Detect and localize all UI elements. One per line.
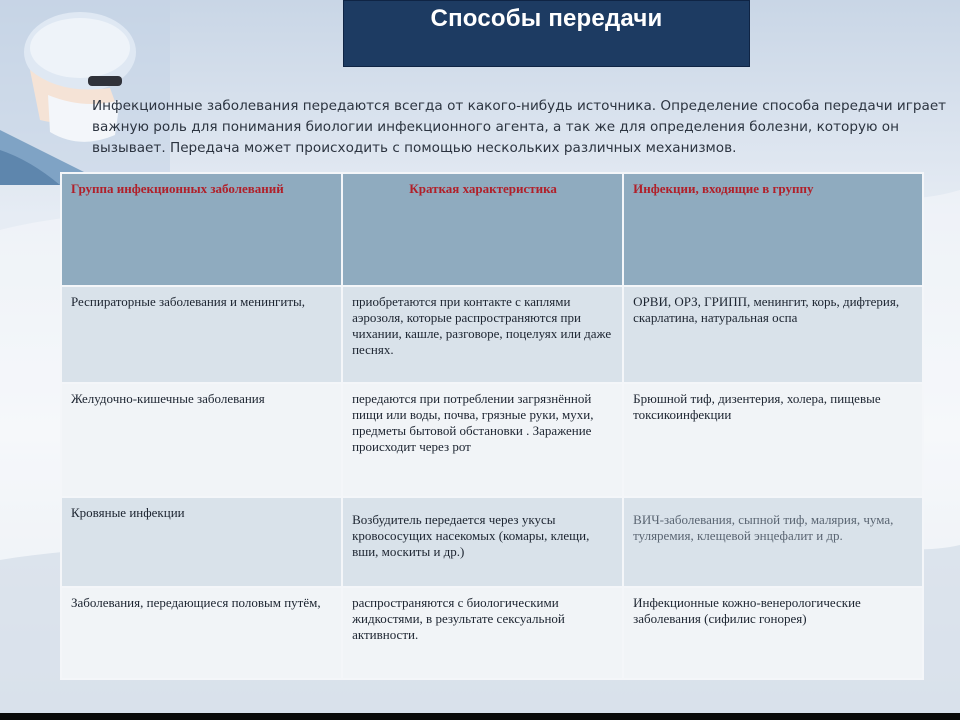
row-group-cell: Кровяные инфекции xyxy=(61,497,342,587)
slide-title: Способы передачи xyxy=(430,5,663,32)
table-row xyxy=(61,286,923,383)
row-infections-cell: Инфекционные кожно-венерологические заболевания (сифилис гонорея) xyxy=(623,587,923,679)
table-header-row xyxy=(61,173,923,286)
row-group-cell: Респираторные заболевания и менингиты, xyxy=(61,286,342,383)
bottom-edge-bar xyxy=(0,713,960,720)
header-cell-description: Краткая характеристика xyxy=(342,173,623,286)
transmission-table xyxy=(60,172,924,680)
row-group-cell: Желудочно-кишечные заболевания xyxy=(61,383,342,497)
row-description-cell: передаются при потреблении загрязнённой пищи или воды, почва, грязные руки, мухи, предметы бытовой обстановки . Заражение происходит через рот xyxy=(342,383,623,497)
intro-paragraph: Инфекционные заболевания передаются всегда от какого-нибудь источника. Определение способа передачи играет важную роль для понимания биологии инфекционного агента, а так же для определения болезни, которую он вызывает. Передача может происходить с помощью нескольких различных механизмов. xyxy=(92,98,947,156)
table-row xyxy=(61,383,923,497)
header-cell-group: Группа инфекционных заболеваний xyxy=(61,173,342,286)
row-description-cell: приобретаются при контакте с каплями аэрозоля, которые распространяются при чихании, кашле, разговоре, поцелуях или даже песнях. xyxy=(342,286,623,383)
table-row xyxy=(61,497,923,587)
row-group-cell: Заболевания, передающиеся половым путём, xyxy=(61,587,342,679)
row-infections-cell: ВИЧ-заболевания, сыпной тиф, малярия, чума, туляремия, клещевой энцефалит и др. xyxy=(623,497,923,587)
title-banner xyxy=(343,0,750,67)
header-cell-infections: Инфекции, входящие в группу xyxy=(623,173,923,286)
row-description-cell: распространяются с биологическими жидкостями, в результате сексуальной активности. xyxy=(342,587,623,679)
row-infections-cell: Брюшной тиф, дизентерия, холера, пищевые токсикоинфекции xyxy=(623,383,923,497)
row-description-cell: Возбудитель передается через укусы кровососущих насекомых (комары, клещи, вши, москиты и др.) xyxy=(342,497,623,587)
row-infections-cell: ОРВИ, ОРЗ, ГРИПП, менингит, корь, дифтерия, скарлатина, натуральная оспа xyxy=(623,286,923,383)
table-row xyxy=(61,587,923,679)
